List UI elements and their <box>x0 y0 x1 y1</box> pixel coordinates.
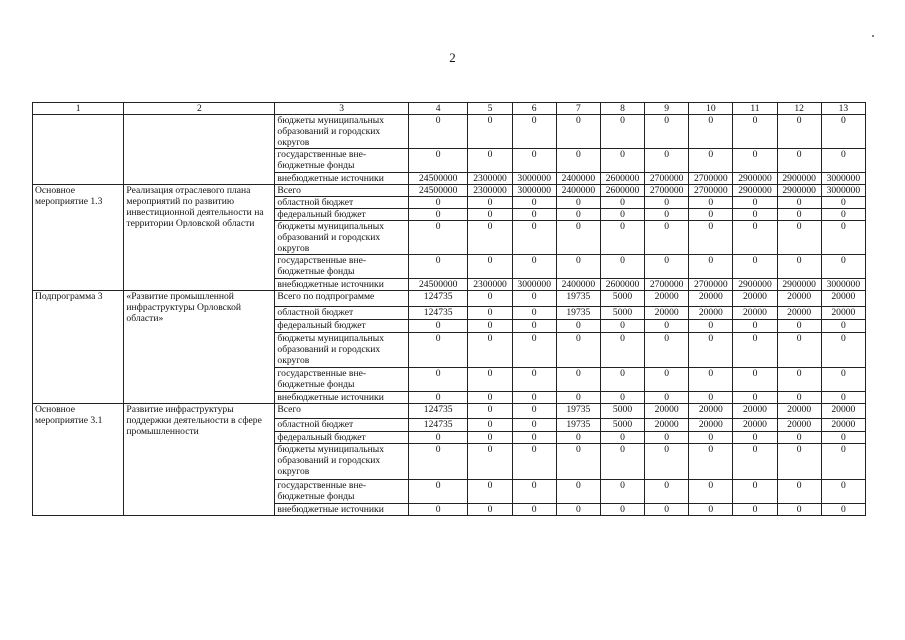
amount-cell: 0 <box>821 432 865 444</box>
amount-cell: 0 <box>689 115 733 149</box>
amount-cell: 19735 <box>556 404 600 419</box>
amount-cell: 0 <box>556 504 600 516</box>
amount-cell: 0 <box>733 333 777 368</box>
amount-cell: 2900000 <box>733 185 777 197</box>
amount-cell: 0 <box>468 404 512 419</box>
amount-cell: 0 <box>468 368 512 392</box>
amount-cell: 0 <box>408 149 468 173</box>
amount-cell: 0 <box>777 368 821 392</box>
amount-cell: 0 <box>556 221 600 255</box>
funding-source-cell: областной бюджет <box>275 197 409 209</box>
amount-cell: 0 <box>512 480 556 504</box>
amount-cell: 0 <box>777 115 821 149</box>
amount-cell: 0 <box>512 419 556 432</box>
funding-source-cell: бюджеты муниципальных образований и городских округов <box>275 444 409 480</box>
amount-cell: 0 <box>645 320 689 333</box>
amount-cell: 0 <box>468 444 512 480</box>
amount-cell: 0 <box>821 480 865 504</box>
amount-cell: 0 <box>556 197 600 209</box>
amount-cell: 20000 <box>821 307 865 320</box>
amount-cell: 0 <box>512 307 556 320</box>
amount-cell: 19735 <box>556 291 600 307</box>
amount-cell: 124735 <box>408 291 468 307</box>
amount-cell: 0 <box>408 255 468 279</box>
amount-cell: 0 <box>600 209 644 221</box>
amount-cell: 0 <box>821 209 865 221</box>
amount-cell: 0 <box>733 432 777 444</box>
amount-cell: 20000 <box>689 404 733 419</box>
amount-cell: 0 <box>733 255 777 279</box>
amount-cell: 0 <box>821 368 865 392</box>
header-cell: 3 <box>275 103 409 115</box>
amount-cell: 0 <box>821 392 865 404</box>
amount-cell: 24500000 <box>408 185 468 197</box>
program-description-cell: Реализация отраслевого плана мероприятий по развитию инвестиционной деятельности на территории Орловской области <box>124 185 275 291</box>
amount-cell: 0 <box>821 197 865 209</box>
amount-cell: 24500000 <box>408 279 468 291</box>
amount-cell: 5000 <box>600 419 644 432</box>
budget-table <box>32 102 866 516</box>
amount-cell: 0 <box>777 149 821 173</box>
amount-cell: 0 <box>689 504 733 516</box>
amount-cell: 20000 <box>821 419 865 432</box>
amount-cell: 0 <box>600 149 644 173</box>
amount-cell: 0 <box>733 221 777 255</box>
amount-cell: 0 <box>512 197 556 209</box>
program-description-cell <box>124 115 275 185</box>
amount-cell: 20000 <box>733 404 777 419</box>
amount-cell: 0 <box>512 404 556 419</box>
amount-cell: 0 <box>689 221 733 255</box>
amount-cell: 20000 <box>733 419 777 432</box>
amount-cell: 0 <box>645 444 689 480</box>
amount-cell: 2900000 <box>777 279 821 291</box>
amount-cell: 0 <box>512 368 556 392</box>
funding-source-cell: бюджеты муниципальных образований и городских округов <box>275 333 409 368</box>
amount-cell: 0 <box>512 221 556 255</box>
amount-cell: 0 <box>468 392 512 404</box>
amount-cell: 20000 <box>821 291 865 307</box>
funding-source-cell: внебюджетные источники <box>275 173 409 185</box>
amount-cell: 0 <box>645 432 689 444</box>
amount-cell: 0 <box>777 392 821 404</box>
amount-cell: 0 <box>821 255 865 279</box>
amount-cell: 0 <box>512 320 556 333</box>
amount-cell: 0 <box>468 480 512 504</box>
amount-cell: 20000 <box>645 404 689 419</box>
amount-cell: 0 <box>468 221 512 255</box>
amount-cell: 3000000 <box>821 185 865 197</box>
amount-cell: 20000 <box>777 291 821 307</box>
amount-cell: 0 <box>408 320 468 333</box>
amount-cell: 0 <box>777 197 821 209</box>
header-cell: 7 <box>556 103 600 115</box>
table-row <box>33 115 866 149</box>
amount-cell: 2400000 <box>556 185 600 197</box>
amount-cell: 0 <box>556 209 600 221</box>
funding-source-cell: внебюджетные источники <box>275 504 409 516</box>
amount-cell: 124735 <box>408 419 468 432</box>
amount-cell: 0 <box>408 368 468 392</box>
amount-cell: 0 <box>777 480 821 504</box>
amount-cell: 0 <box>645 115 689 149</box>
amount-cell: 0 <box>408 115 468 149</box>
funding-source-cell: федеральный бюджет <box>275 320 409 333</box>
amount-cell: 0 <box>600 320 644 333</box>
amount-cell: 0 <box>600 444 644 480</box>
amount-cell: 0 <box>733 480 777 504</box>
amount-cell: 0 <box>689 368 733 392</box>
amount-cell: 0 <box>600 255 644 279</box>
amount-cell: 20000 <box>645 291 689 307</box>
amount-cell: 2900000 <box>777 185 821 197</box>
amount-cell: 0 <box>408 480 468 504</box>
funding-source-cell: бюджеты муниципальных образований и городских округов <box>275 115 409 149</box>
amount-cell: 0 <box>689 197 733 209</box>
amount-cell: 0 <box>689 149 733 173</box>
amount-cell: 20000 <box>777 404 821 419</box>
amount-cell: 0 <box>600 197 644 209</box>
amount-cell: 0 <box>556 149 600 173</box>
amount-cell: 0 <box>645 149 689 173</box>
amount-cell: 0 <box>468 115 512 149</box>
amount-cell: 3000000 <box>512 279 556 291</box>
amount-cell: 0 <box>468 209 512 221</box>
amount-cell: 0 <box>512 392 556 404</box>
amount-cell: 2900000 <box>733 173 777 185</box>
header-cell: 4 <box>408 103 468 115</box>
funding-source-cell: государственные вне-бюджетные фонды <box>275 149 409 173</box>
amount-cell: 0 <box>468 333 512 368</box>
amount-cell: 0 <box>408 392 468 404</box>
funding-source-cell: Всего <box>275 404 409 419</box>
amount-cell: 0 <box>556 368 600 392</box>
amount-cell: 0 <box>468 291 512 307</box>
amount-cell: 0 <box>512 504 556 516</box>
header-cell: 9 <box>645 103 689 115</box>
amount-cell: 0 <box>689 480 733 504</box>
amount-cell: 0 <box>645 504 689 516</box>
funding-source-cell: Всего <box>275 185 409 197</box>
amount-cell: 2900000 <box>733 279 777 291</box>
header-cell: 8 <box>600 103 644 115</box>
amount-cell: 2700000 <box>689 279 733 291</box>
funding-source-cell: государственные вне-бюджетные фонды <box>275 480 409 504</box>
amount-cell: 0 <box>512 291 556 307</box>
page-number: 2 <box>449 50 456 65</box>
amount-cell: 0 <box>512 444 556 480</box>
amount-cell: 0 <box>600 115 644 149</box>
amount-cell: 0 <box>512 333 556 368</box>
amount-cell: 5000 <box>600 404 644 419</box>
header-cell: 10 <box>689 103 733 115</box>
amount-cell: 0 <box>777 320 821 333</box>
program-name-cell <box>33 115 124 185</box>
funding-source-cell: федеральный бюджет <box>275 432 409 444</box>
amount-cell: 20000 <box>777 307 821 320</box>
amount-cell: 24500000 <box>408 173 468 185</box>
amount-cell: 5000 <box>600 291 644 307</box>
amount-cell: 20000 <box>777 419 821 432</box>
amount-cell: 0 <box>512 209 556 221</box>
amount-cell: 19735 <box>556 419 600 432</box>
amount-cell: 2600000 <box>600 173 644 185</box>
amount-cell: 0 <box>600 432 644 444</box>
amount-cell: 20000 <box>689 291 733 307</box>
amount-cell: 20000 <box>733 307 777 320</box>
amount-cell: 0 <box>512 149 556 173</box>
amount-cell: 0 <box>512 115 556 149</box>
amount-cell: 0 <box>556 432 600 444</box>
amount-cell: 0 <box>821 221 865 255</box>
amount-cell: 0 <box>600 392 644 404</box>
amount-cell: 2700000 <box>645 173 689 185</box>
header-cell: 5 <box>468 103 512 115</box>
amount-cell: 0 <box>777 504 821 516</box>
program-description-cell: «Развитие промышленной инфраструктуры Орловской области» <box>124 291 275 404</box>
amount-cell: 0 <box>600 333 644 368</box>
funding-source-cell: федеральный бюджет <box>275 209 409 221</box>
amount-cell: 0 <box>689 333 733 368</box>
amount-cell: 0 <box>600 368 644 392</box>
amount-cell: 0 <box>689 444 733 480</box>
amount-cell: 0 <box>468 432 512 444</box>
amount-cell: 0 <box>645 209 689 221</box>
amount-cell: 0 <box>468 149 512 173</box>
funding-source-cell: бюджеты муниципальных образований и городских округов <box>275 221 409 255</box>
amount-cell: 3000000 <box>512 173 556 185</box>
amount-cell: 20000 <box>645 419 689 432</box>
amount-cell: 2400000 <box>556 279 600 291</box>
amount-cell: 0 <box>777 255 821 279</box>
funding-source-cell: государственные вне-бюджетные фонды <box>275 255 409 279</box>
amount-cell: 0 <box>468 504 512 516</box>
amount-cell: 0 <box>600 480 644 504</box>
amount-cell: 3000000 <box>821 173 865 185</box>
amount-cell: 0 <box>645 221 689 255</box>
amount-cell: 0 <box>408 197 468 209</box>
amount-cell: 0 <box>468 255 512 279</box>
amount-cell: 0 <box>821 444 865 480</box>
amount-cell: 0 <box>556 320 600 333</box>
amount-cell: 0 <box>408 444 468 480</box>
table-row <box>33 185 866 197</box>
header-cell: 13 <box>821 103 865 115</box>
amount-cell: 0 <box>777 444 821 480</box>
amount-cell: 0 <box>733 149 777 173</box>
amount-cell: 2700000 <box>645 185 689 197</box>
amount-cell: 20000 <box>821 404 865 419</box>
header-cell: 12 <box>777 103 821 115</box>
amount-cell: 0 <box>556 392 600 404</box>
funding-source-cell: областной бюджет <box>275 307 409 320</box>
amount-cell: 0 <box>777 432 821 444</box>
amount-cell: 2300000 <box>468 173 512 185</box>
amount-cell: 0 <box>821 115 865 149</box>
amount-cell: 20000 <box>733 291 777 307</box>
amount-cell: 0 <box>512 255 556 279</box>
amount-cell: 0 <box>645 368 689 392</box>
amount-cell: 0 <box>645 255 689 279</box>
amount-cell: 0 <box>600 504 644 516</box>
program-description-cell: Развитие инфраструктуры поддержки деятельности в сфере промышленности <box>124 404 275 516</box>
amount-cell: 2400000 <box>556 173 600 185</box>
amount-cell: 0 <box>821 504 865 516</box>
header-row <box>33 103 866 115</box>
program-name-cell: Основное мероприятие 3.1 <box>33 404 124 516</box>
header-cell: 1 <box>33 103 124 115</box>
amount-cell: 0 <box>689 255 733 279</box>
funding-source-cell: государственные вне-бюджетные фонды <box>275 368 409 392</box>
amount-cell: 0 <box>733 504 777 516</box>
amount-cell: 124735 <box>408 307 468 320</box>
amount-cell: 2900000 <box>777 173 821 185</box>
table-row <box>33 404 866 419</box>
amount-cell: 0 <box>733 115 777 149</box>
amount-cell: 0 <box>733 368 777 392</box>
table-row <box>33 291 866 307</box>
amount-cell: 0 <box>733 444 777 480</box>
amount-cell: 3000000 <box>512 185 556 197</box>
amount-cell: 0 <box>556 255 600 279</box>
program-name-cell: Подпрограмма 3 <box>33 291 124 404</box>
program-name-cell: Основное мероприятие 1.3 <box>33 185 124 291</box>
amount-cell: 20000 <box>689 307 733 320</box>
amount-cell: 0 <box>556 333 600 368</box>
amount-cell: 0 <box>408 209 468 221</box>
amount-cell: 0 <box>556 115 600 149</box>
amount-cell: 20000 <box>689 419 733 432</box>
amount-cell: 0 <box>821 320 865 333</box>
amount-cell: 0 <box>556 480 600 504</box>
amount-cell: 2600000 <box>600 185 644 197</box>
amount-cell: 0 <box>512 432 556 444</box>
funding-source-cell: Всего по подпрограмме <box>275 291 409 307</box>
amount-cell: 0 <box>408 333 468 368</box>
amount-cell: 0 <box>468 307 512 320</box>
amount-cell: 0 <box>600 221 644 255</box>
amount-cell: 0 <box>821 149 865 173</box>
amount-cell: 2700000 <box>689 173 733 185</box>
amount-cell: 19735 <box>556 307 600 320</box>
amount-cell: 0 <box>645 333 689 368</box>
amount-cell: 20000 <box>645 307 689 320</box>
amount-cell: 0 <box>777 333 821 368</box>
amount-cell: 0 <box>645 480 689 504</box>
header-cell: 11 <box>733 103 777 115</box>
funding-source-cell: внебюджетные источники <box>275 279 409 291</box>
amount-cell: 0 <box>468 197 512 209</box>
amount-cell: 0 <box>556 444 600 480</box>
amount-cell: 0 <box>821 333 865 368</box>
amount-cell: 0 <box>645 197 689 209</box>
amount-cell: 0 <box>777 221 821 255</box>
amount-cell: 124735 <box>408 404 468 419</box>
amount-cell: 0 <box>689 392 733 404</box>
amount-cell: 0 <box>408 221 468 255</box>
amount-cell: 0 <box>733 197 777 209</box>
funding-source-cell: внебюджетные источники <box>275 392 409 404</box>
amount-cell: 0 <box>733 209 777 221</box>
amount-cell: 2700000 <box>689 185 733 197</box>
amount-cell: 0 <box>408 504 468 516</box>
amount-cell: 0 <box>645 392 689 404</box>
amount-cell: 5000 <box>600 307 644 320</box>
amount-cell: 0 <box>689 432 733 444</box>
header-cell: 6 <box>512 103 556 115</box>
amount-cell: 0 <box>408 432 468 444</box>
amount-cell: 0 <box>777 209 821 221</box>
amount-cell: 2300000 <box>468 185 512 197</box>
amount-cell: 0 <box>733 320 777 333</box>
scan-speck <box>872 35 874 37</box>
header-cell: 2 <box>124 103 275 115</box>
amount-cell: 0 <box>468 320 512 333</box>
amount-cell: 2700000 <box>645 279 689 291</box>
amount-cell: 0 <box>689 320 733 333</box>
amount-cell: 0 <box>468 419 512 432</box>
amount-cell: 2300000 <box>468 279 512 291</box>
amount-cell: 2600000 <box>600 279 644 291</box>
funding-source-cell: областной бюджет <box>275 419 409 432</box>
amount-cell: 0 <box>689 209 733 221</box>
amount-cell: 3000000 <box>821 279 865 291</box>
amount-cell: 0 <box>733 392 777 404</box>
